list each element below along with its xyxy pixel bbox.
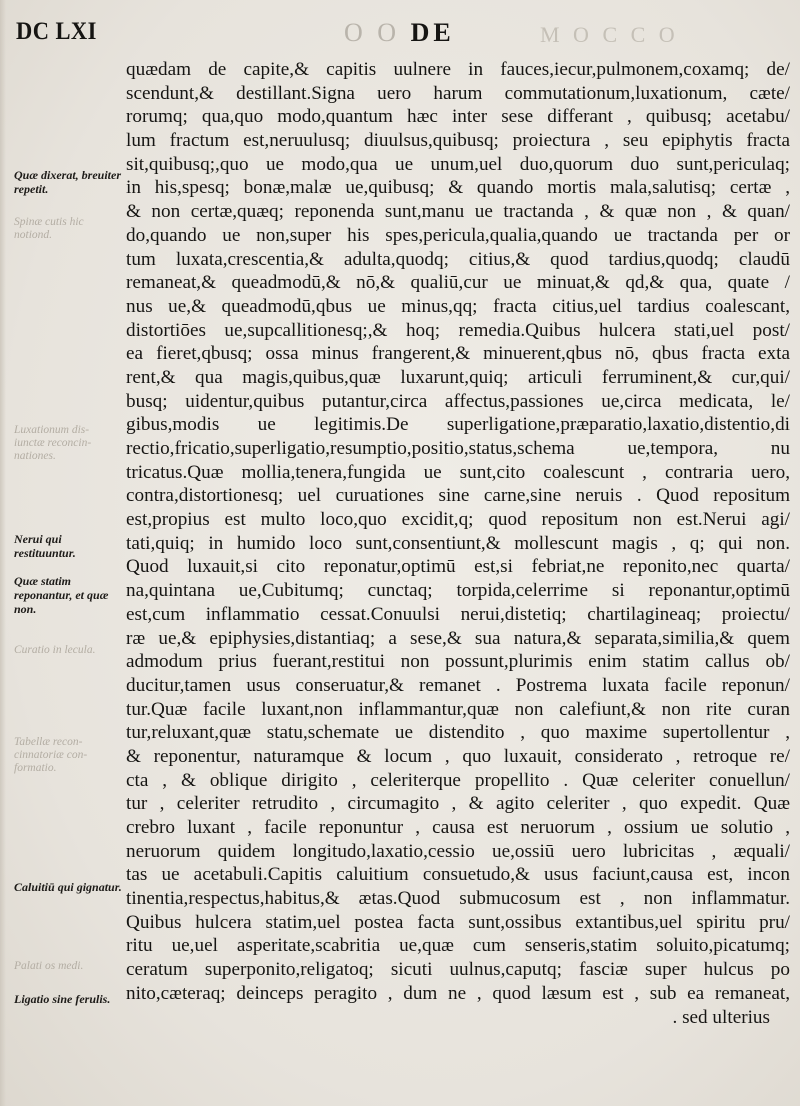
text-line: quædam de capite,& capitis uulnere in fauces,iecur,pulmonem,coxamq; de/ xyxy=(126,59,790,80)
text-line: Quod luxauit,si cito reponatur,optimū est,si febriat,ne reponito,nec quarta/ xyxy=(126,556,790,578)
text-line: neruorum quidem longitudo,laxatio,cessio ue,ossiū uero lubricitas , æquali/ xyxy=(126,840,790,862)
text-line: scendunt,& destillant.Signa uero harum commutationum,luxationum, cæte/ xyxy=(126,82,790,104)
text-line: tur.Quæ facile luxant,non inflammantur,quæ non calefiunt,& non rite curan xyxy=(126,698,790,720)
text-line: contra,distortionesq; uel curuationes sine carne,sine neruis . Quod repositum xyxy=(126,485,790,507)
margin-note: Quæ dixerat, breuiter repetit. xyxy=(14,168,122,196)
text-line: tricatus.Quæ mollia,tenera,fungida ue sunt,cito coalescunt , contraria uero, xyxy=(126,461,790,483)
text-line: est,propius est multo loco,quo excidit,q; quod repositum non est.Nerui agi/ xyxy=(126,509,790,531)
margin-note: Caluitiū qui gignatur. xyxy=(14,880,122,894)
show-through-note: Luxationum dis- iunctæ reconcin- nationes. xyxy=(14,424,92,462)
text-line: tur , celeriter retrudito , circumagito , & agito celeriter , quo expedit. Quæ xyxy=(126,793,790,815)
running-head xyxy=(344,18,455,48)
text-line: rectio,fricatio,superligatio,resumptio,positio,status,schema ue,tempora, nu xyxy=(126,438,790,459)
text-line: & reponentur, naturamque & locum , quo luxauit, considerato , retroque re/ xyxy=(126,745,790,767)
text-line: na,quintana ue,Cubitumq; cunctaq; torpida,celerrime si reponantur,optimū xyxy=(126,580,790,602)
text-line: tur,reluxant,quæ statu,schemate ue distendito , quo maxime supertollentur , xyxy=(126,722,790,744)
margin-note: Quæ statim reponantur, et quæ non. xyxy=(14,574,109,616)
text-line: ducitur,tamen usus conseruatur,& remanet . Postrema luxata facile reponun/ xyxy=(126,674,790,696)
text-line: ritu ue,uel asperitate,scabritia ue,quæ cum senseris,statim soluito,picatumq; xyxy=(126,935,790,957)
text-line: tas ue acetabuli.Capitis caluitium consuetudo,& usus faciunt,causa est, incon xyxy=(126,864,790,886)
show-through-heading: M O C C O xyxy=(540,22,679,47)
folio-number: DC LXI xyxy=(16,18,97,45)
show-through-note: Spinæ cutis hic notiond. xyxy=(14,216,84,241)
text-line: & non certæ,quæq; reponenda sunt,manu ue tractanda , & quæ non , & quan/ xyxy=(126,201,790,223)
text-line: lum fractum est,neruulusq; diuulsus,quibusq; proiectura , seu epiphytis fracta xyxy=(126,130,790,152)
text-line: busq; uidentur,quibus putantur,circa affectus,passiones ue,circa medicata, le/ xyxy=(126,390,790,412)
catchword: . sed ulterius xyxy=(672,1006,770,1028)
text-line: distortiōes ue,supcallitionesq;,& hoq; remedia.Quibus hulcera stati,uel post/ xyxy=(126,319,790,341)
text-line: nus ue,& queadmodū,qbus ue minus,qq; fracta citius,uel tardius coalescant, xyxy=(126,295,790,317)
running-head-ghost: O O xyxy=(344,18,401,47)
text-line: in his,spesq; bonæ,malæ ue,quibusq; & quando mortis mala,salutisq; certæ , xyxy=(126,177,790,199)
text-line: est,cum inflammatio cessat.Conuulsi nerui,distetiq; chartilagineaq; proiectu/ xyxy=(126,603,790,625)
text-line: rorumq; qua,quo modo,quantum hæc inter sese differant , quibusq; acetabu/ xyxy=(126,106,790,128)
text-line: tum luxata,crescentia,& adulta,quodq; citius,& quod tardius,quodq; claudū xyxy=(126,248,790,270)
running-head-title: DE xyxy=(410,18,455,47)
text-line: crebro luxant , facile reponuntur , causa est neruorum , ossium ue solutio , xyxy=(126,817,790,838)
text-line: gibus,modis ue legitimis.De superligatione,præparatio,laxatio,distentio,di xyxy=(126,414,790,436)
text-line: ea fieret,qbusq; ossa minus frangerent,& minuerent,qbus nō, qbus fracta exta xyxy=(126,343,790,365)
text-line: do,quando ue non,super his spes,pericula,qualia,quando ue tractanda per or xyxy=(126,224,790,246)
text-line: Quibus hulcera statim,uel postea facta sunt,ossibus extantibus,uel spiritu pru/ xyxy=(126,911,790,933)
text-line: tati,quiq; in humido loco sunt,consentiunt,& mollescunt magis , q; qui non. xyxy=(126,532,790,554)
margin-note: Ligatio sine ferulis. xyxy=(14,992,111,1006)
text-line: admodum prius fuerant,restitui non possunt,plurimis enim statim callus ob/ xyxy=(126,651,790,673)
body-text xyxy=(126,58,790,1029)
margin-note: Nerui qui restituuntur. xyxy=(14,532,76,560)
text-line: ræ ue,& epiphysies,distantiaq; a sese,& sua natura,& separata,similia,& quem xyxy=(126,627,790,649)
scan-edge-shadow xyxy=(0,0,6,1106)
show-through-note: Curatio in lecula. xyxy=(14,644,96,656)
show-through-note: Tabellæ recon- cinnatoriæ con- formatio. xyxy=(14,736,88,774)
show-through-note: Palati os medi. xyxy=(14,960,84,972)
text-line: sit,quibusq;,quo ue modo,qua ue unum,uel duo,quorum duo sunt,periculaq; xyxy=(126,153,790,175)
text-line: ceratum superponito,religatoq; sicuti uulnus,caputq; fasciæ super hulcus po xyxy=(126,959,790,981)
text-line: remaneat,& queadmodū,& nō,& qualiū,cur ue minuat,& qd,& qua, quate / xyxy=(126,272,790,294)
page-header xyxy=(0,10,800,56)
text-line: rent,& qua magis,quibus,quæ luxarunt,quiq; articuli ferruminent,& cur,qui/ xyxy=(126,366,790,388)
text-line: cta , & oblique dirigito , celeriterque propellito . Quæ celeriter conuellun/ xyxy=(126,769,790,791)
text-line: nito,cæteraq; deinceps peragito , dum ne , quod læsum est , sub ea remaneat, xyxy=(126,982,790,1004)
text-line: tinentia,respectus,habitus,& ætas.Quod submucosum est , non inflammatur. xyxy=(126,888,790,910)
